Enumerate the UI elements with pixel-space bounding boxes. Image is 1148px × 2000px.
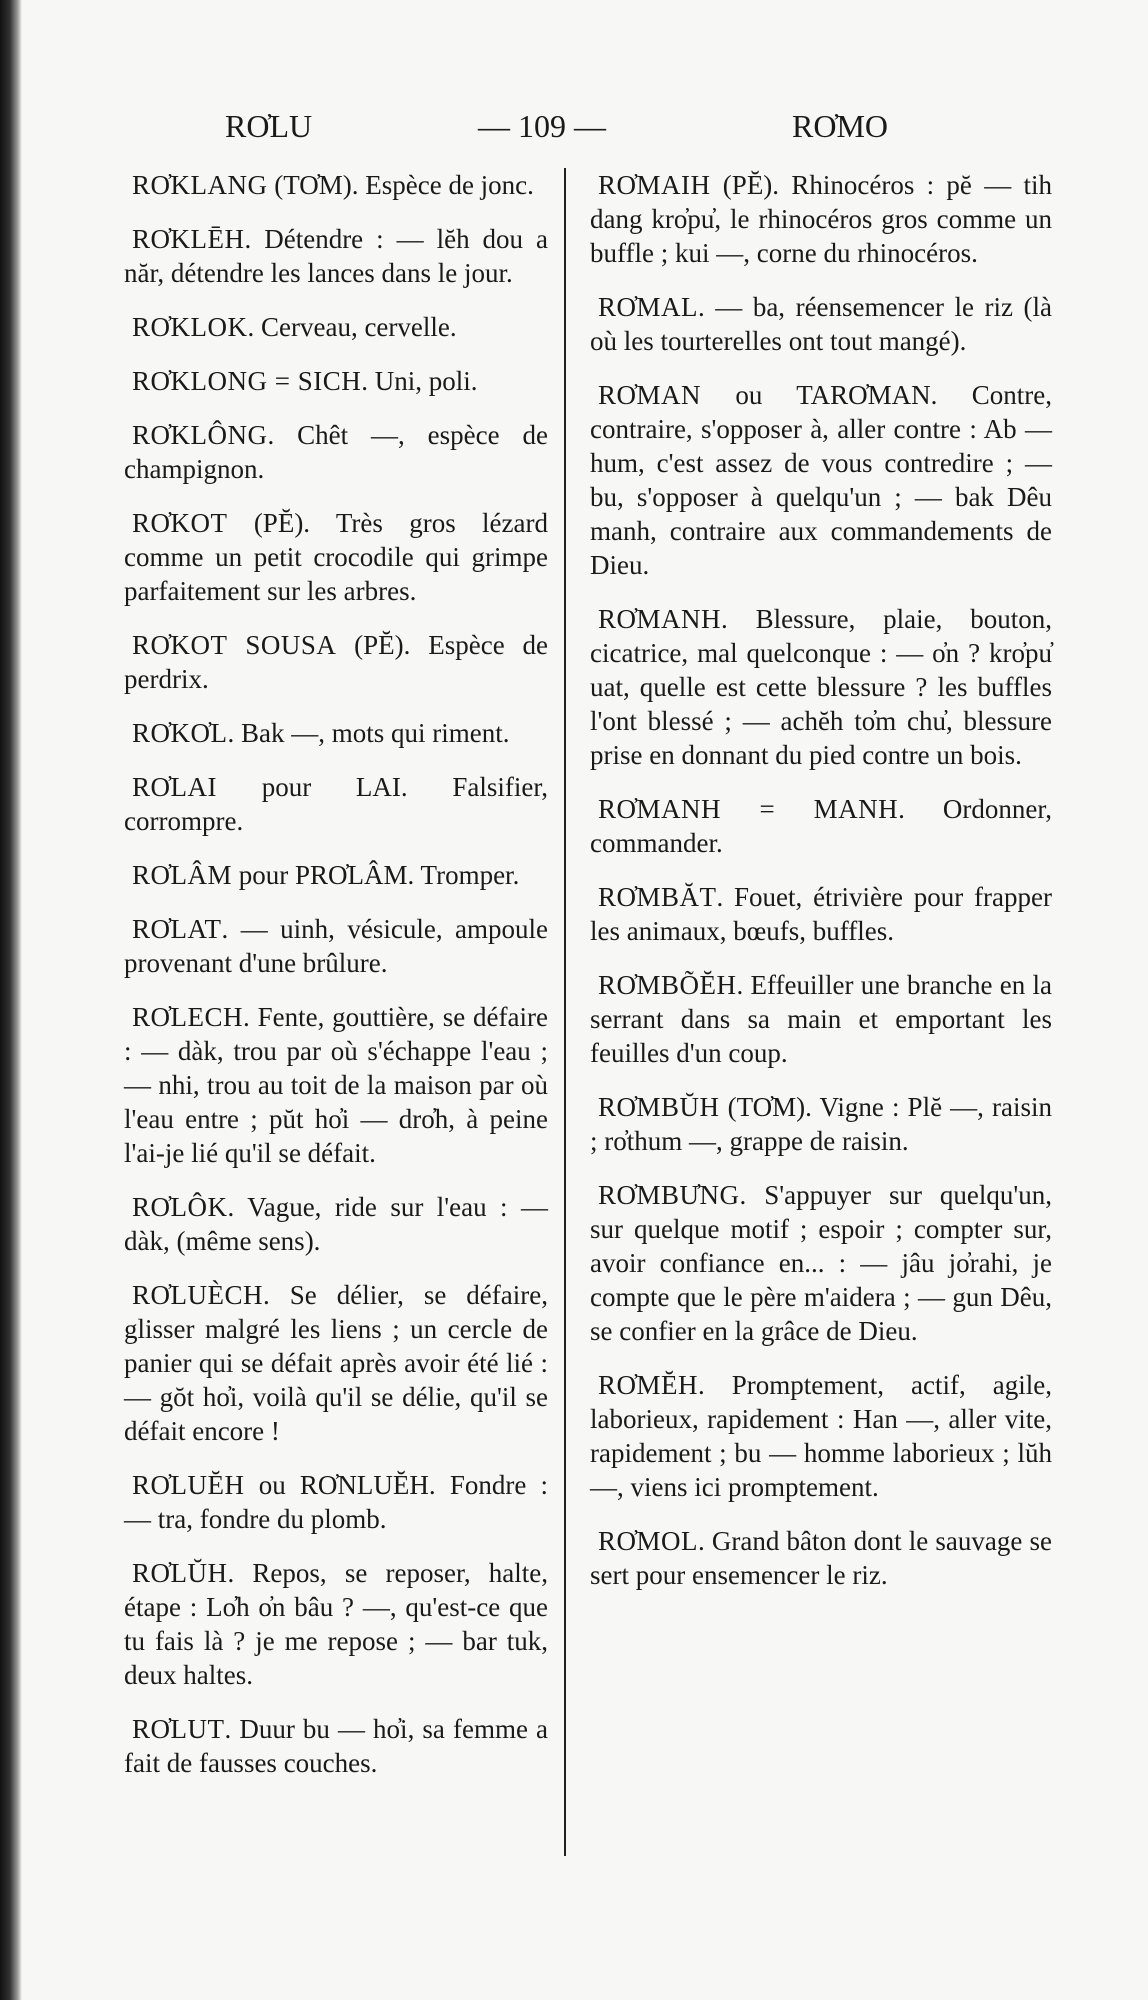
dictionary-entry <box>124 628 548 696</box>
entry-headword: RO̓MAN <box>598 380 702 410</box>
dictionary-entry <box>124 1712 548 1780</box>
entry-headword: RO̓MANH <box>598 604 722 634</box>
entry-headword: RO̓MAL <box>598 292 699 322</box>
header-left-word: RO̓LU <box>225 108 313 144</box>
dictionary-entry <box>124 858 548 892</box>
dictionary-entry <box>590 968 1052 1070</box>
entry-definition: . S'appuyer sur quelqu'un, sur quelque motif ; espoir ; compter sur, avoir confiance en... : — jâu jo̓rahi, je compte que le père m'aidera ; — gun Dêu, se confier en la grâce de Dieu. <box>590 1180 1052 1346</box>
entry-definition: . Détendre : — lĕh dou a năr, détendre les lances dans le jour. <box>124 224 548 288</box>
dictionary-entry <box>590 168 1052 270</box>
dictionary-entry <box>124 1556 548 1692</box>
dictionary-entry <box>590 1178 1052 1348</box>
dictionary-entry <box>124 1190 548 1258</box>
dictionary-entry <box>590 1368 1052 1504</box>
header-right-word: RO̓MO <box>792 108 889 144</box>
dictionary-entry <box>124 506 548 608</box>
entry-definition: . Promptement, actif, agile, laborieux, rapidement : Han —, aller vite, rapidement ; bu — homme laborieux ; lŭh —, viens ici promptement. <box>590 1370 1052 1502</box>
entry-headword: RO̓MBU̓NG <box>598 1180 740 1210</box>
entry-headword: RO̓LÔK <box>132 1192 228 1222</box>
entry-headword: RO̓MBŬH <box>598 1092 720 1122</box>
entry-headword: RO̓MAIH <box>598 170 711 200</box>
entry-definition: (PĔ). Rhinocéros : pĕ — tih dang kro̓pu̓, le rhinocéros gros comme un buffle ; kui —, corne du rhinocéros. <box>590 170 1052 268</box>
entry-headword: RO̓KLOK <box>132 312 248 342</box>
entry-definition: . Chêt —, espèce de champignon. <box>124 420 548 484</box>
entry-definition: . Effeuiller une branche en la serrant dans sa main et emportant les feuilles d'un coup. <box>590 970 1052 1068</box>
entry-headword: RO̓KLANG <box>132 170 268 200</box>
dictionary-entry <box>124 364 548 398</box>
entry-headword: RO̓LAT <box>132 914 222 944</box>
entry-headword: RO̓MĔH <box>598 1370 699 1400</box>
entry-definition: . Repos, se reposer, halte, étape : Lo̓h o̓n bâu ? —, qu'est-ce que tu fais là ? je me repose ; — bar tuk, deux haltes. <box>124 1558 548 1690</box>
dictionary-entry <box>590 880 1052 948</box>
dictionary-entry <box>590 1090 1052 1158</box>
entry-definition: (TO̓M). Espèce de jonc. <box>267 170 534 200</box>
entry-headword: RO̓KLÔNG <box>132 420 268 450</box>
entry-definition: ou TARO̓MAN. Contre, contraire, s'opposer à, aller contre : Ab — hum, c'est assez de vous contredire ; — bu, s'opposer à quelqu'un ; — bak Dêu manh, contraire aux commandements de Dieu. <box>590 380 1052 580</box>
dictionary-entry <box>124 418 548 486</box>
dictionary-entry <box>124 222 548 290</box>
entry-definition: . Uni, poli. <box>361 366 478 396</box>
entry-headword: RO̓LUĔH <box>132 1470 245 1500</box>
entry-definition: . — uinh, vésicule, ampoule provenant d'une brûlure. <box>124 914 548 978</box>
entry-headword: RO̓MBÕĔH <box>598 970 737 1000</box>
entry-definition: . Bak —, mots qui riment. <box>227 718 510 748</box>
dictionary-entry <box>590 602 1052 772</box>
entry-headword: RO̓KOT SOUSA <box>132 630 337 660</box>
running-header <box>0 108 1148 168</box>
dictionary-entry <box>124 716 548 750</box>
entry-definition: . Blessure, plaie, bouton, cicatrice, mal quelconque : — o̓n ? kro̓pu̓ uat, quelle est cette blessure ? les buffles l'ont blessé ; — achĕh to̓m chu̓, blessure prise en donnant du pied contre un bois. <box>590 604 1052 770</box>
entry-headword: RO̓KLONG = SICH <box>132 366 362 396</box>
entry-headword: RO̓LECH <box>132 1002 243 1032</box>
entry-definition: pour LAI. Falsifier, corrompre. <box>124 772 548 836</box>
dictionary-entry <box>124 1278 548 1448</box>
dictionary-entry <box>124 912 548 980</box>
entry-definition: ou RO̓NLUĔH. Fondre : — tra, fondre du plomb. <box>124 1470 548 1534</box>
entry-definition: . Cerveau, cervelle. <box>247 312 457 342</box>
column-divider <box>564 168 566 1856</box>
entry-headword: RO̓LUT <box>132 1714 225 1744</box>
dictionary-entry <box>124 770 548 838</box>
entry-headword: RO̓LUÈCH <box>132 1280 263 1310</box>
dictionary-entry <box>124 1000 548 1170</box>
dictionary-entry <box>124 168 548 202</box>
entry-headword: RO̓LÂM <box>132 860 233 890</box>
entry-definition: . Duur bu — ho̓i, sa femme a fait de fausses couches. <box>124 1714 548 1778</box>
dictionary-entry <box>590 378 1052 582</box>
entry-definition: (TO̓M). Vigne : Plĕ —, raisin ; ro̓thum —, grappe de raisin. <box>590 1092 1052 1156</box>
entry-definition: (PĔ). Espèce de perdrix. <box>124 630 548 694</box>
entry-headword: RO̓KO̓L <box>132 718 228 748</box>
entry-headword: RO̓LAI <box>132 772 217 802</box>
entry-definition: . Fouet, étrivière pour frapper les animaux, bœufs, buffles. <box>590 882 1052 946</box>
entry-definition: . Fente, gouttière, se défaire : — dàk, trou par où s'échappe l'eau ; — nhi, trou au toit de la maison par où l'eau entre ; pŭt ho̓i — dro̓h, à peine l'ai-je lié qu'il se défait. <box>124 1002 548 1168</box>
left-column <box>124 168 548 1800</box>
entry-headword: RO̓KOT <box>132 508 228 538</box>
right-column <box>590 168 1052 1612</box>
entry-headword: RO̓MBĂT <box>598 882 717 912</box>
book-spine-shadow <box>0 0 22 2000</box>
page-number: — 109 — <box>478 108 606 144</box>
dictionary-entry <box>590 792 1052 860</box>
dictionary-entry <box>590 290 1052 358</box>
entry-definition: . Ordonner, commander. <box>590 794 1052 858</box>
dictionary-entry <box>590 1524 1052 1592</box>
entry-definition: pour PRO̓LÂM. Tromper. <box>232 860 520 890</box>
dictionary-entry <box>124 1468 548 1536</box>
entry-definition: . Se délier, se défaire, glisser malgré les liens ; un cercle de panier qui se défait après avoir été lié : — gŏt ho̓i, voilà qu'il se délie, qu'il se défait encore ! <box>124 1280 548 1446</box>
entry-headword: RO̓MANH = MANH <box>598 794 899 824</box>
entry-definition: . Vague, ride sur l'eau : — dàk, (même sens). <box>124 1192 548 1256</box>
entry-definition: (PĔ). Très gros lézard comme un petit crocodile qui grimpe parfaitement sur les arbres. <box>124 508 548 606</box>
dictionary-entry <box>124 310 548 344</box>
entry-definition: . — ba, réensemencer le riz (là où les tourterelles ont tout mangé). <box>590 292 1052 356</box>
entry-headword: RO̓MOL <box>598 1526 699 1556</box>
entry-headword: RO̓KLĒH <box>132 224 245 254</box>
entry-headword: RO̓LŬH <box>132 1558 228 1588</box>
entry-definition: . Grand bâton dont le sauvage se sert pour ensemencer le riz. <box>590 1526 1052 1590</box>
